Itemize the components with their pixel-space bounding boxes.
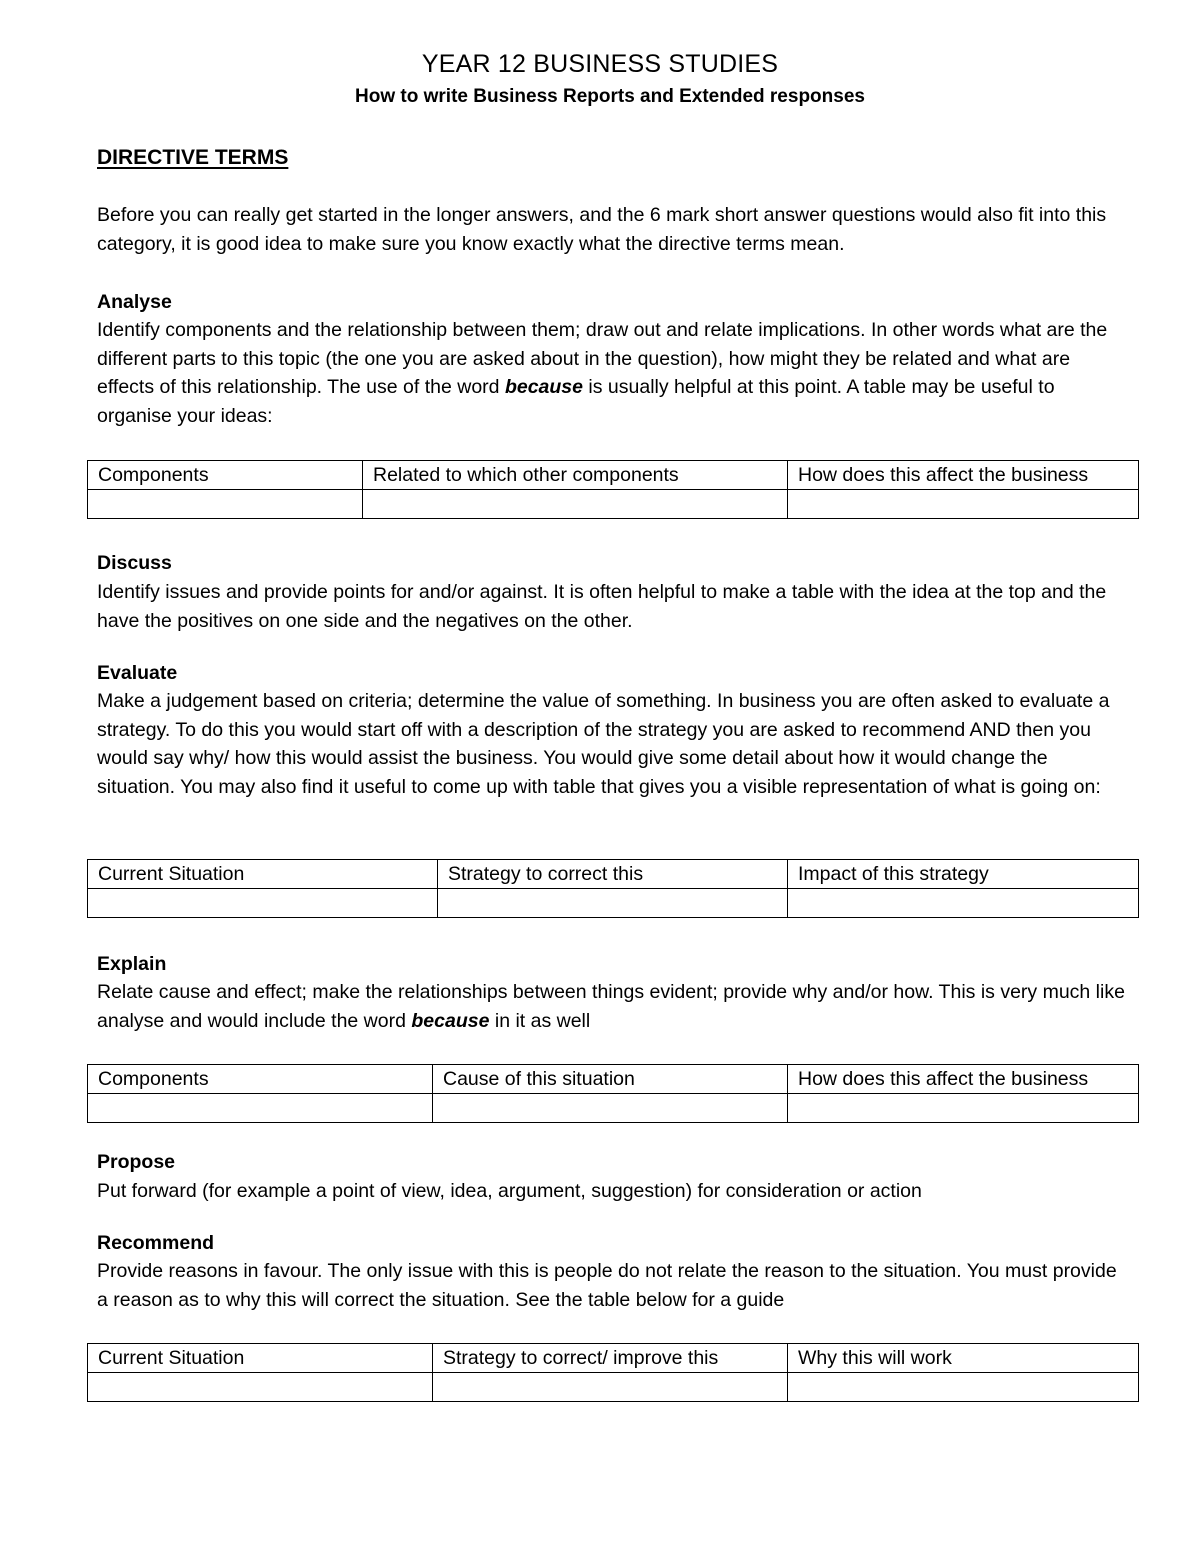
table-cell[interactable]: [363, 490, 788, 519]
explain-paragraph: [97, 978, 1127, 1035]
table-cell[interactable]: [438, 889, 788, 918]
page-title: YEAR 12 BUSINESS STUDIES: [421, 50, 779, 78]
table-header-cell: How does this affect the business: [788, 461, 1139, 490]
page-subtitle: How to write Business Reports and Extended responses: [355, 86, 865, 107]
table-cell[interactable]: [88, 889, 438, 918]
table-header-cell: Components: [88, 1065, 433, 1094]
term-propose: Propose: [97, 1151, 176, 1173]
table-header-cell: Related to which other components: [363, 461, 788, 490]
analyse-text-after: is usually helpful at this point. A table may be useful to organise your ideas:: [97, 376, 1055, 427]
analyse-paragraph: [97, 316, 1127, 430]
analyse-text-before: Identify components and the relationship between them; draw out and relate implications. In other words what are the different parts to this topic (the one you are asked about in the question), how might they be related and what are effects of this relationship. The use of the word: [97, 319, 1108, 399]
evaluate-table: [87, 859, 1139, 918]
table-cell[interactable]: [88, 1373, 433, 1402]
term-discuss: Discuss: [97, 552, 172, 574]
discuss-paragraph: Identify issues and provide points for and/or against. It is often helpful to make a table with the idea at the top and the have the positives on one side and the negatives on the other.: [97, 581, 1107, 632]
table-cell[interactable]: [88, 1094, 433, 1123]
table-header-cell: Components: [88, 461, 363, 490]
propose-paragraph: Put forward (for example a point of view, idea, argument, suggestion) for consideration or action: [97, 1180, 922, 1202]
table-cell[interactable]: [788, 1094, 1139, 1123]
evaluate-paragraph: Make a judgement based on criteria; determine the value of something. In business you are often asked to evaluate a strategy. To do this you would start off with a description of the strategy you are asked to recommend AND then you would say why/ how this would assist the business. You would give some detail about how it would change the situation. You may also find it useful to come up with table that gives you a visible representation of what is going on:: [97, 690, 1110, 798]
section-heading: DIRECTIVE TERMS: [97, 146, 289, 169]
table-header-cell: Strategy to correct/ improve this: [433, 1344, 788, 1373]
explain-emphasis: because: [411, 1009, 490, 1032]
table-cell[interactable]: [788, 889, 1139, 918]
recommend-table: [87, 1343, 1139, 1402]
analyse-table: [87, 460, 1139, 519]
table-header-row: [88, 1065, 1139, 1094]
table-header-cell: Cause of this situation: [433, 1065, 788, 1094]
table-cell[interactable]: [788, 490, 1139, 519]
table-header-cell: Current Situation: [88, 860, 438, 889]
table-cell[interactable]: [433, 1094, 788, 1123]
table-cell[interactable]: [433, 1373, 788, 1402]
table-row: [88, 1373, 1139, 1402]
explain-table: [87, 1064, 1139, 1123]
table-cell[interactable]: [788, 1373, 1139, 1402]
explain-text-after: in it as well: [489, 1009, 591, 1032]
table-row: [88, 490, 1139, 519]
table-cell[interactable]: [88, 490, 363, 519]
table-header-cell: Impact of this strategy: [788, 860, 1139, 889]
term-recommend: Recommend: [97, 1232, 215, 1254]
table-header-row: [88, 461, 1139, 490]
term-evaluate: Evaluate: [97, 662, 178, 684]
table-header-row: [88, 1344, 1139, 1373]
term-explain: Explain: [97, 953, 167, 975]
table-header-cell: How does this affect the business: [788, 1065, 1139, 1094]
table-header-row: [88, 860, 1139, 889]
analyse-emphasis: because: [504, 376, 583, 399]
intro-paragraph: Before you can really get started in the longer answers, and the 6 mark short answer questions would also fit into this category, it is good idea to make sure you know exactly what the directive terms mean.: [97, 204, 1107, 255]
term-analyse: Analyse: [97, 291, 172, 313]
table-row: [88, 1094, 1139, 1123]
table-row: [88, 889, 1139, 918]
recommend-paragraph: Provide reasons in favour. The only issue with this is people do not relate the reason to the situation. You must provide a reason as to why this will correct the situation. See the table below for a guide: [97, 1260, 1117, 1311]
table-header-cell: Why this will work: [788, 1344, 1139, 1373]
table-header-cell: Strategy to correct this: [438, 860, 788, 889]
table-header-cell: Current Situation: [88, 1344, 433, 1373]
explain-text-before: Relate cause and effect; make the relationships between things evident; provide why and/or how. This is very much like analyse and would include the word: [97, 981, 1125, 1032]
